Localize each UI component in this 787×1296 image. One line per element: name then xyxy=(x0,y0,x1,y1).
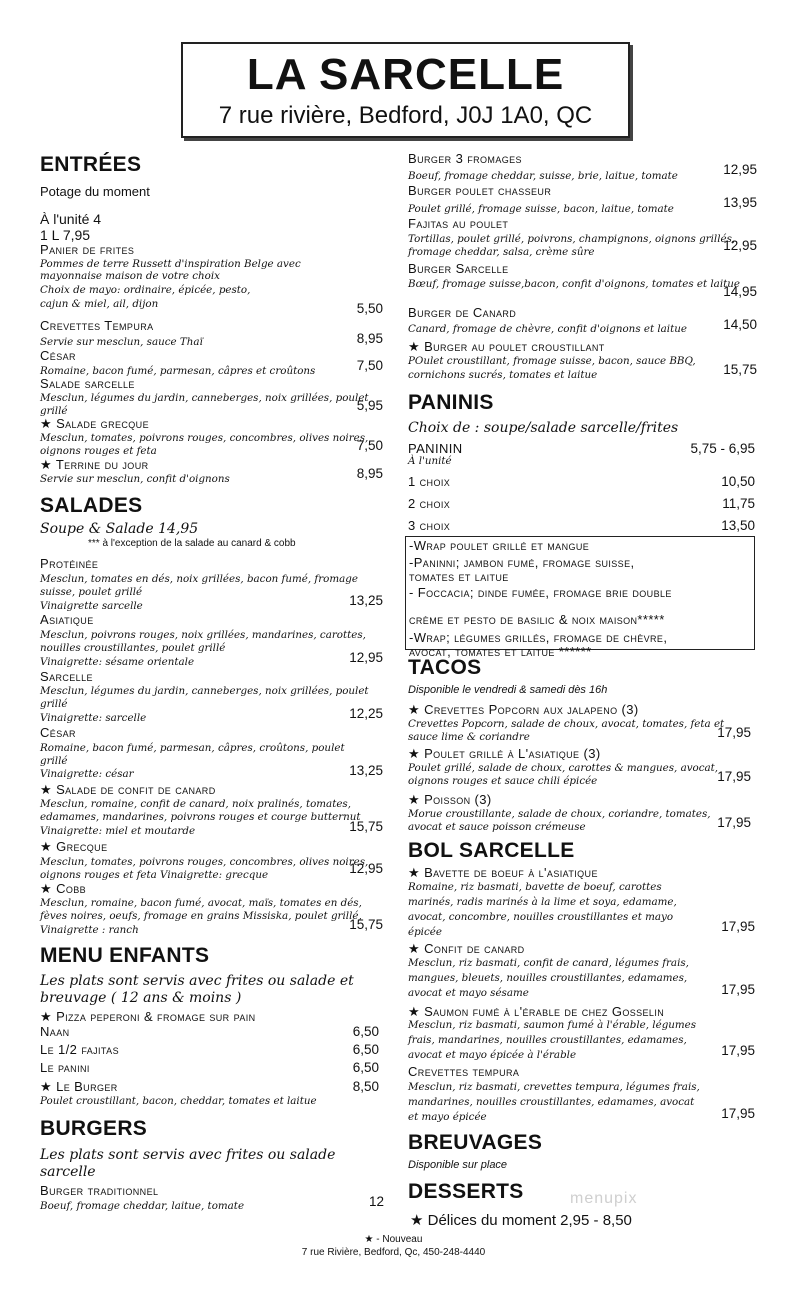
header-box xyxy=(181,42,630,138)
item-desc: Servie sur mesclun, confit d'oignons xyxy=(40,473,230,485)
restaurant-address: 7 rue rivière, Bedford, J0J 1A0, QC xyxy=(218,102,593,129)
item-desc: Mesclun, légumes du jardin, canneberges, noix grillées, poulet xyxy=(40,392,369,404)
section-title-salades: SALADES xyxy=(40,494,143,517)
dessert-item: ★ Délices du moment 2,95 - 8,50 xyxy=(410,1212,632,1229)
item-price: 10,50 xyxy=(721,474,755,489)
item-name: ★ Saumon fumé à l'érable de chez Gosselin xyxy=(408,1004,665,1019)
item-desc: Mesclun, légumes du jardin, canneberges, noix grillées, poulet xyxy=(40,685,369,697)
item-desc: Vinaigrette sarcelle xyxy=(40,600,143,612)
item-price: 13,95 xyxy=(723,195,757,210)
section-title-breuvages: BREUVAGES xyxy=(408,1131,543,1154)
section-title-desserts: DESSERTS xyxy=(408,1180,524,1203)
item-price: 12,95 xyxy=(349,650,383,665)
item-price: 17,95 xyxy=(717,815,751,830)
item-desc: Romaine, bacon fumé, parmesan, câpres et croûtons xyxy=(40,365,316,377)
item-desc: Canard, fromage de chèvre, confit d'oignons et laitue xyxy=(408,323,687,335)
soupe-salade: Soupe & Salade 14,95 xyxy=(40,521,199,537)
breuvages-dispo: Disponible sur place xyxy=(408,1159,508,1171)
enfants-note: Les plats sont servis avec frites ou salade et xyxy=(40,973,354,989)
item-price: 8,95 xyxy=(356,331,383,346)
panini-option: crème et pesto de basilic & noix maison***** xyxy=(409,612,665,627)
item-name: ★ Bavette de boeuf à l'asiatique xyxy=(408,865,598,880)
item-name: ★ Le Burger xyxy=(40,1079,118,1094)
item-desc: mangues, bleuets, nouilles croustillantes, edamames, xyxy=(408,972,688,984)
item-desc: Servie sur mesclun, sauce Thaï xyxy=(40,336,203,348)
item-price: 17,95 xyxy=(717,725,751,740)
item-desc: avocat, concombre, nouilles croustillantes et mayo xyxy=(408,911,674,923)
item-desc: cajun & miel, ail, dijon xyxy=(40,298,159,310)
item-price: 13,25 xyxy=(349,593,383,608)
potage-unite: À l'unité 4 xyxy=(40,211,102,227)
item-name: Burger de Canard xyxy=(408,305,517,320)
item-desc: Vinaigrette: sésame orientale xyxy=(40,656,195,668)
panini-option: - Foccacia; dinde fumée, fromage brie double xyxy=(409,585,672,600)
section-title-paninis: PANINIS xyxy=(408,391,494,414)
item-name: Burger poulet chasseur xyxy=(408,183,552,198)
item-name: ★ Poisson (3) xyxy=(408,792,492,807)
item-desc: Vinaigrette: césar xyxy=(40,768,134,780)
item-name: Naan xyxy=(40,1024,70,1039)
item-price: 12,95 xyxy=(723,238,757,253)
item-name: Sarcelle xyxy=(40,669,93,684)
item-name: 1 choix xyxy=(408,474,451,489)
tacos-dispo: Disponible le vendredi & samedi dès 16h xyxy=(408,684,608,696)
potage: Potage du moment xyxy=(40,184,150,199)
exception-note: *** à l'exception de la salade au canard & cobb xyxy=(88,538,296,549)
section-title-tacos: TACOS xyxy=(408,656,482,679)
item-name: Salade sarcelle xyxy=(40,376,135,391)
item-desc: Crevettes Popcorn, salade de choux, avocat, tomates, feta et xyxy=(408,718,725,730)
item-desc: Bœuf, fromage suisse,bacon, confit d'oignons, tomates et laitue xyxy=(408,278,740,290)
item-desc: et mayo épicée xyxy=(408,1111,487,1123)
item-name: 3 choix xyxy=(408,518,451,533)
paninis-choix: Choix de : soupe/salade sarcelle/frites xyxy=(408,420,679,436)
panini-option: avocat, tomates et laitue ****** xyxy=(409,644,592,659)
item-name: Burger Sarcelle xyxy=(408,261,509,276)
item-price: 13,25 xyxy=(349,763,383,778)
item-price: 6,50 xyxy=(352,1024,379,1039)
item-desc: oignons rouges et feta Vinaigrette: grecque xyxy=(40,869,269,881)
footer-address: 7 rue Rivière, Bedford, Qc, 450-248-4440 xyxy=(301,1247,486,1258)
item-price: 12 xyxy=(368,1194,384,1209)
item-desc: Mesclun, tomates, poivrons rouges, concombres, olives noires, xyxy=(40,432,369,444)
item-price: 15,75 xyxy=(349,917,383,932)
item-name: Burger 3 fromages xyxy=(408,151,522,166)
item-price: 12,95 xyxy=(723,162,757,177)
item-desc: mayonnaise maison de votre choix xyxy=(40,270,220,282)
section-title-enfants: MENU ENFANTS xyxy=(40,944,210,967)
item-desc: Choix de mayo: ordinaire, épicée, pesto, xyxy=(40,284,251,296)
item-desc: fromage cheddar, salsa, crème sûre xyxy=(408,246,595,258)
item-price: 17,95 xyxy=(721,1043,755,1058)
item-name: ★ Salade grecque xyxy=(40,416,149,431)
item-desc: Pommes de terre Russett d'inspiration Belge avec xyxy=(40,258,301,270)
item-name: Le panini xyxy=(40,1060,90,1075)
item-desc: fèves noires, oeufs, fromage en grains Missiska, poulet grillé, xyxy=(40,910,362,922)
item-desc: Poulet croustillant, bacon, cheddar, tomates et laitue xyxy=(40,1095,317,1107)
item-desc: Tortillas, poulet grillé, poivrons, champignons, oignons grillés, xyxy=(408,233,736,245)
item-name: 2 choix xyxy=(408,496,451,511)
panini-option: tomates et laitue xyxy=(409,569,509,584)
footer-legend: ★ - Nouveau xyxy=(364,1234,423,1245)
item-desc: frais, mandarines, nouilles croustillantes, edamames, xyxy=(408,1034,687,1046)
item-price: 14,95 xyxy=(723,284,757,299)
item-price: 15,75 xyxy=(723,362,757,377)
item-price: 5,95 xyxy=(356,398,383,413)
item-desc: sauce lime & coriandre xyxy=(408,731,530,743)
item-name: ★ Grecque xyxy=(40,839,108,854)
panini-option: -Paninni; jambon fumé, fromage suisse, xyxy=(409,555,635,570)
item-desc: POulet croustillant, fromage suisse, bacon, sauce BBQ, xyxy=(408,355,696,367)
item-name: Panier de frites xyxy=(40,242,135,257)
item-desc: oignons rouges et sauce chili épicée xyxy=(408,775,598,787)
section-title-bol: BOL SARCELLE xyxy=(408,839,575,862)
item-desc: Romaine, riz basmati, bavette de boeuf, carottes xyxy=(408,881,662,893)
item-name: ★ Crevettes Popcorn aux jalapeno (3) xyxy=(408,702,639,717)
item-desc: Mesclun, romaine, confit de canard, noix pralinés, tomates, xyxy=(40,798,351,810)
item-price: 11,75 xyxy=(722,496,755,511)
item-price: 17,95 xyxy=(721,982,755,997)
item-price: 6,50 xyxy=(352,1042,379,1057)
item-desc: grillé xyxy=(40,405,68,417)
item-name: César xyxy=(40,725,76,740)
burgers-note: sarcelle xyxy=(40,1164,96,1180)
item-desc: Mesclun, tomates en dés, noix grillées, bacon fumé, fromage xyxy=(40,573,358,585)
watermark: menupix xyxy=(570,1190,638,1207)
item-price: 7,50 xyxy=(356,358,383,373)
restaurant-name: LA SARCELLE xyxy=(246,50,565,99)
item-price: 6,50 xyxy=(352,1060,379,1075)
item-desc: Mesclun, poivrons rouges, noix grillées, mandarines, carottes, xyxy=(40,629,366,641)
item-desc: Morue croustillante, salade de choux, coriandre, tomates, xyxy=(408,808,711,820)
item-desc: À l'unité xyxy=(408,455,452,467)
item-desc: oignons rouges et feta xyxy=(40,445,157,457)
item-price: 8,95 xyxy=(356,466,383,481)
item-desc: Mesclun, romaine, bacon fumé, avocat, maïs, tomates en dés, xyxy=(40,897,362,909)
item-name: ★ Cobb xyxy=(40,881,87,896)
item-desc: suisse, poulet grillé xyxy=(40,586,143,598)
item-desc: Poulet grillé, fromage suisse, bacon, laitue, tomate xyxy=(408,203,674,215)
item-price: 5,50 xyxy=(356,301,383,316)
section-title-burgers: BURGERS xyxy=(40,1117,148,1140)
item-name: ★ Confit de canard xyxy=(408,941,525,956)
item-name: Le 1/2 fajitas xyxy=(40,1042,119,1057)
item-desc: grillé xyxy=(40,698,68,710)
item-desc: Vinaigrette: miel et moutarde xyxy=(40,825,196,837)
item-price: 13,50 xyxy=(721,518,755,533)
item-price: 17,95 xyxy=(717,769,751,784)
item-price: 12,25 xyxy=(349,706,383,721)
item-desc: Vinaigrette : ranch xyxy=(40,924,139,936)
item-desc: edamames, mandarines, poivrons rouges et courge butternut xyxy=(40,811,361,823)
item-name: Asiatique xyxy=(40,612,94,627)
item-desc: Boeuf, fromage cheddar, laitue, tomate xyxy=(40,1200,245,1212)
item-price: 8,50 xyxy=(352,1079,379,1094)
item-price: 17,95 xyxy=(721,919,755,934)
item-desc: Romaine, bacon fumé, parmesan, câpres, croûtons, poulet xyxy=(40,742,345,754)
section-title-entrees: ENTRÉES xyxy=(40,153,142,176)
item-desc: Vinaigrette: sarcelle xyxy=(40,712,147,724)
item-price: 7,50 xyxy=(356,438,383,453)
item-desc: cornichons sucrés, tomates et laitue xyxy=(408,369,598,381)
item-name: César xyxy=(40,348,76,363)
potage-litre: 1 L 7,95 xyxy=(40,227,91,243)
item-desc: épicée xyxy=(408,926,442,938)
enfants-note: breuvage ( 12 ans & moins ) xyxy=(40,990,242,1006)
panini-option: -Wrap; légumes grillés, fromage de chèvre, xyxy=(409,630,668,645)
item-name: PANININ xyxy=(408,441,463,456)
item-name: ★ Pizza peperoni & fromage sur pain xyxy=(40,1009,256,1024)
item-desc: Poulet grillé, salade de choux, carottes & mangues, avocat, xyxy=(408,762,719,774)
item-name: Fajitas au poulet xyxy=(408,216,509,231)
item-desc: Mesclun, riz basmati, saumon fumé à l'érable, légumes xyxy=(408,1019,697,1031)
item-name: Crevettes Tempura xyxy=(40,318,154,333)
item-desc: Mesclun, tomates, poivrons rouges, concombres, olives noires, xyxy=(40,856,369,868)
item-price: 14,50 xyxy=(723,317,757,332)
item-price: 5,75 - 6,95 xyxy=(690,441,755,456)
item-desc: avocat et sauce poisson crémeuse xyxy=(408,821,586,833)
item-desc: marinés, radis marinés à la lime et soya, edamame, xyxy=(408,896,677,908)
item-desc: nouilles croustillantes, poulet grillé xyxy=(40,642,226,654)
item-price: 15,75 xyxy=(349,819,383,834)
item-name: ★ Terrine du jour xyxy=(40,457,149,472)
item-name: ★ Burger au poulet croustillant xyxy=(408,339,605,354)
item-price: 12,95 xyxy=(349,861,383,876)
item-desc: Mesclun, riz basmati, confit de canard, légumes frais, xyxy=(408,957,689,969)
panini-option: -Wrap poulet grillé et mangue xyxy=(409,538,590,553)
item-desc: avocat et mayo épicée à l'érable xyxy=(408,1049,577,1061)
item-price: 17,95 xyxy=(721,1106,755,1121)
item-name: ★ Poulet grillé à L'asiatique (3) xyxy=(408,746,601,761)
burgers-note: Les plats sont servis avec frites ou salade xyxy=(40,1147,336,1163)
item-desc: grillé xyxy=(40,755,68,767)
item-name: ★ Salade de confit de canard xyxy=(40,782,216,797)
item-desc: mandarines, nouilles croustillantes, edamames, avocat xyxy=(408,1096,695,1108)
item-desc: avocat et mayo sésame xyxy=(408,987,529,999)
item-desc: Boeuf, fromage cheddar, suisse, brie, laitue, tomate xyxy=(408,170,678,182)
item-name: Burger traditionnel xyxy=(40,1183,159,1198)
item-desc: Mesclun, riz basmati, crevettes tempura, légumes frais, xyxy=(408,1081,700,1093)
item-name: Protéinée xyxy=(40,556,99,571)
item-name: Crevettes tempura xyxy=(408,1064,520,1079)
